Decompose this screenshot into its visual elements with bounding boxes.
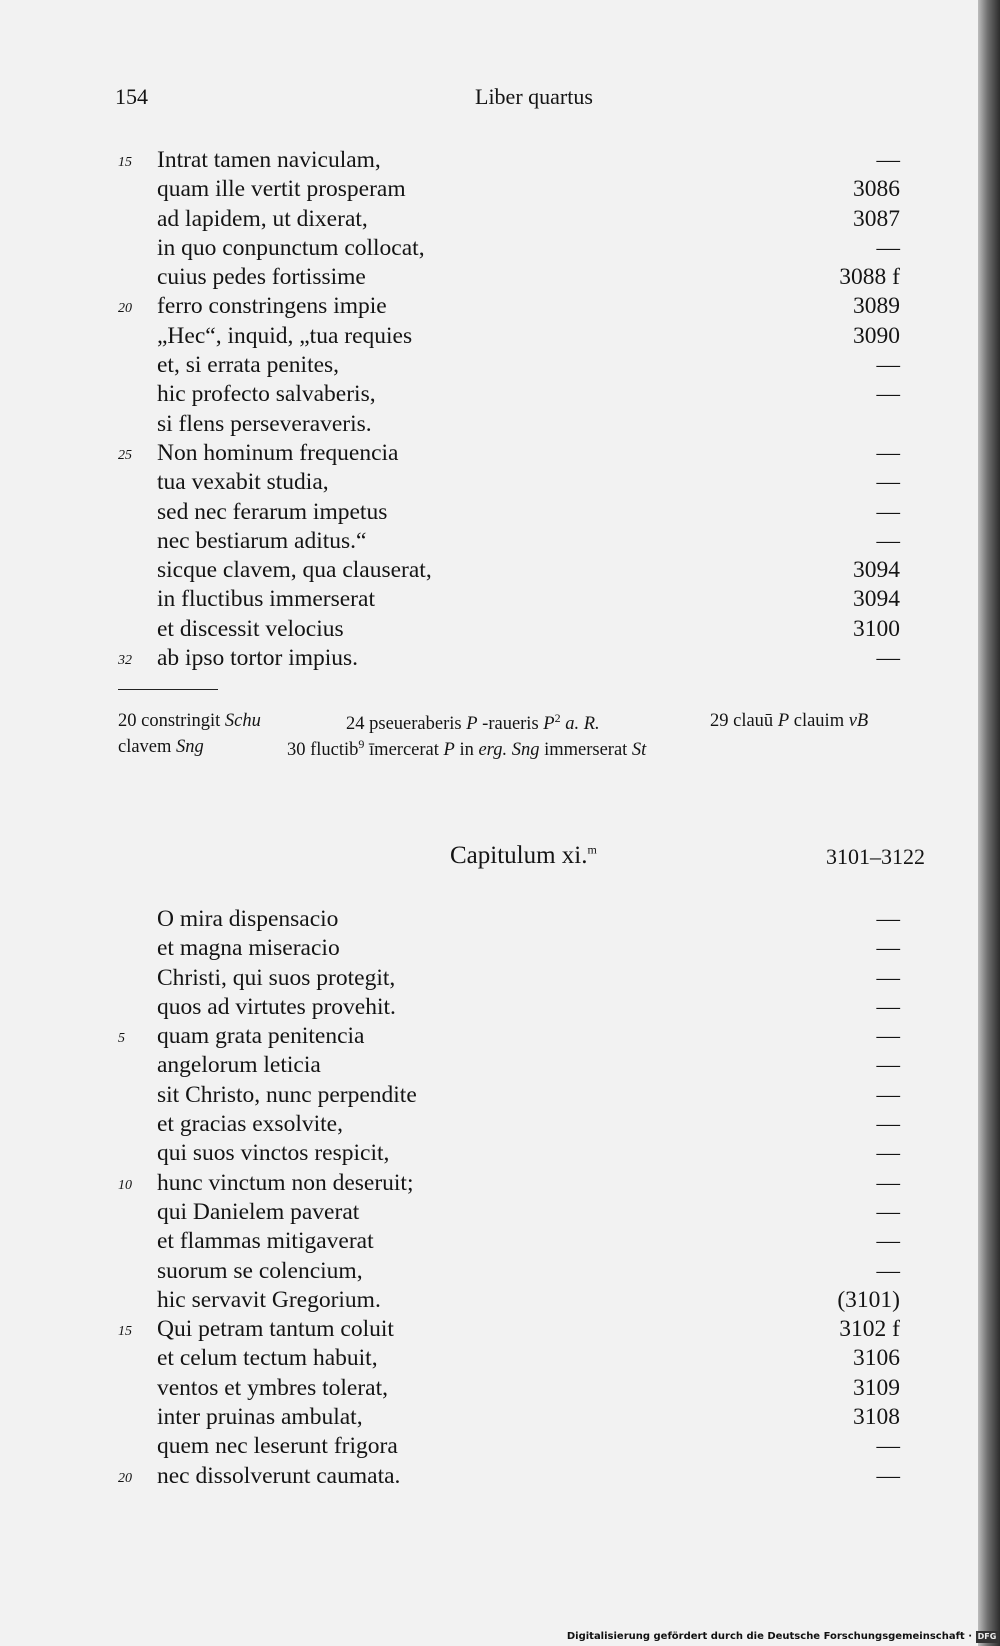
verse-reference: —	[876, 964, 900, 991]
verse-text: sicque clavem, qua clauserat,	[157, 557, 432, 584]
verse-line	[0, 1051, 960, 1080]
verse-line	[0, 1374, 960, 1403]
verse-text: Christi, qui suos protegit,	[157, 964, 396, 991]
verse-reference: 3106	[853, 1345, 900, 1372]
verse-reference: —	[876, 352, 900, 379]
verse-line	[0, 644, 960, 673]
verse-text: sed nec ferarum impetus	[157, 498, 388, 525]
verse-line	[0, 468, 960, 497]
verse-line	[0, 1081, 960, 1110]
verse-line	[0, 1257, 960, 1286]
verse-text: et celum tectum habuit,	[157, 1345, 378, 1372]
verse-reference: —	[876, 1433, 900, 1460]
verse-text: et flammas mitigaverat	[157, 1228, 374, 1255]
verse-reference: —	[876, 527, 900, 554]
verse-text: et gracias exsolvite,	[157, 1111, 343, 1138]
verse-line	[0, 1198, 960, 1227]
verse-reference: —	[876, 1023, 900, 1050]
chapter-range: 3101–3122	[826, 844, 925, 869]
verse-line	[0, 410, 960, 439]
verse-reference: 3086	[853, 176, 900, 203]
verse-line	[0, 498, 960, 527]
verse-text: inter pruinas ambulat,	[157, 1404, 363, 1431]
verse-text: qui Danielem paverat	[157, 1198, 360, 1225]
verse-text: sit Christo, nunc perpendite	[157, 1081, 417, 1108]
verse-text: tua vexabit studia,	[157, 469, 329, 496]
verse-reference: —	[876, 1169, 900, 1196]
verse-reference: —	[876, 1198, 900, 1225]
running-title: Liber quartus	[475, 84, 593, 109]
verse-reference: 3087	[853, 205, 900, 232]
verse-text: in fluctibus immerserat	[157, 586, 375, 613]
line-number: 20	[118, 301, 132, 317]
verse-text: nec bestiarum aditus.“	[157, 527, 367, 554]
line-number: 10	[118, 1177, 132, 1193]
verse-line	[0, 351, 960, 380]
verse-line	[0, 1286, 960, 1315]
verse-text: et, si errata penites,	[157, 352, 340, 379]
verse-text: et discessit velocius	[157, 615, 344, 642]
footer-credit: Digitalisierung gefördert durch die Deutsche Forschungsgemeinschaft ·	[566, 1631, 972, 1642]
verse-line	[0, 322, 960, 351]
verse-text: suorum se colencium,	[157, 1257, 363, 1284]
verse-line	[0, 556, 960, 585]
verse-reference: 3089	[853, 293, 900, 320]
line-number: 5	[118, 1031, 125, 1047]
verse-line	[0, 1022, 960, 1051]
verse-reference: (3101)	[837, 1286, 900, 1313]
line-number: 32	[118, 653, 132, 669]
page-number: 154	[115, 84, 148, 109]
verse-block-1	[0, 146, 960, 673]
scan-edge	[978, 0, 1000, 1646]
line-number: 15	[118, 1324, 132, 1340]
verse-line	[0, 1344, 960, 1373]
verse-line	[0, 1139, 960, 1168]
verse-line	[0, 585, 960, 614]
verse-reference: —	[876, 1111, 900, 1138]
app-entry-29: 29 clauū P clauim vB	[710, 711, 869, 731]
verse-text: et magna miseracio	[157, 935, 340, 962]
verse-line	[0, 964, 960, 993]
verse-reference: —	[876, 645, 900, 672]
verse-text: hic servavit Gregorium.	[157, 1286, 381, 1313]
verse-text: ab ipso tortor impius.	[157, 645, 359, 672]
verse-text: O mira dispensacio	[157, 906, 339, 932]
verse-line	[0, 1169, 960, 1198]
verse-text: nec dissolverunt caumata.	[157, 1462, 401, 1489]
verse-line	[0, 1110, 960, 1139]
verse-line	[0, 527, 960, 556]
app-entry-24: 24 pseueraberis P -raueris $P^2$ a. R.	[346, 711, 600, 735]
verse-reference: 3102 f	[839, 1316, 900, 1343]
verse-text: ventos et ymbres tolerat,	[157, 1374, 389, 1401]
verse-text: qui suos vinctos respicit,	[157, 1140, 390, 1167]
verse-text: angelorum leticia	[157, 1052, 321, 1079]
verse-text: ferro constringens impie	[157, 293, 387, 320]
verse-text: „Hec“, inquid, „tua requies	[157, 322, 413, 349]
verse-text: Intrat tamen naviculam,	[157, 147, 381, 173]
verse-line	[0, 146, 960, 175]
app-entry-20: 20 constringit Schu	[118, 711, 261, 731]
verse-text: cuius pedes fortissime	[157, 264, 366, 291]
verse-reference: —	[876, 1081, 900, 1108]
verse-text: si flens perseveraveris.	[157, 410, 372, 437]
verse-reference: —	[876, 381, 900, 408]
chapter-title: Capitulum xi.$^m$	[450, 842, 597, 869]
line-number: 15	[118, 155, 132, 170]
verse-reference: 3100	[853, 615, 900, 642]
verse-reference: —	[876, 1052, 900, 1079]
verse-reference: —	[876, 439, 900, 466]
verse-text: ad lapidem, ut dixerat,	[157, 205, 368, 232]
verse-reference: 3108	[853, 1404, 900, 1431]
verse-reference: —	[876, 1228, 900, 1255]
verse-text: Qui petram tantum coluit	[157, 1316, 394, 1343]
verse-block-2	[0, 905, 960, 1491]
verse-reference: —	[876, 1140, 900, 1167]
verse-text: quem nec leserunt frigora	[157, 1433, 398, 1460]
verse-reference: 3094	[853, 557, 900, 584]
app-entry-clavem: clavem Sng	[118, 737, 204, 757]
verse-text: Non hominum frequencia	[157, 439, 399, 466]
verse-reference: —	[876, 469, 900, 496]
verse-line	[0, 263, 960, 292]
dfg-logo: DFG	[977, 1632, 997, 1641]
verse-text: in quo conpunctum collocat,	[157, 234, 425, 261]
verse-line	[0, 175, 960, 204]
app-entry-30: 30 fluctib$^9$ īmercerat P in erg. Sng immerserat St	[287, 737, 647, 761]
verse-text: quam grata penitencia	[157, 1023, 365, 1050]
verse-line	[0, 993, 960, 1022]
verse-reference: —	[876, 498, 900, 525]
verse-line	[0, 234, 960, 263]
verse-line	[0, 380, 960, 409]
verse-line	[0, 1315, 960, 1344]
verse-reference: —	[876, 906, 900, 932]
verse-line	[0, 1462, 960, 1491]
verse-reference: —	[876, 1257, 900, 1284]
verse-text: hic profecto salvaberis,	[157, 381, 376, 408]
apparatus-line-1	[118, 711, 940, 737]
verse-line	[0, 205, 960, 234]
verse-text: quam ille vertit prosperam	[157, 176, 406, 203]
verse-reference: 3094	[853, 586, 900, 613]
apparatus-rule	[118, 689, 218, 690]
verse-reference: 3090	[853, 322, 900, 349]
verse-line	[0, 934, 960, 963]
verse-line	[0, 1432, 960, 1461]
verse-reference: 3109	[853, 1374, 900, 1401]
verse-reference: —	[876, 993, 900, 1020]
verse-text: quos ad virtutes provehit.	[157, 993, 396, 1020]
verse-line	[0, 292, 960, 321]
line-number: 25	[118, 447, 132, 463]
verse-reference: —	[876, 935, 900, 962]
apparatus-line-2	[118, 737, 940, 763]
verse-line	[0, 1403, 960, 1432]
verse-reference: —	[876, 147, 900, 173]
verse-reference: —	[876, 234, 900, 261]
verse-line	[0, 439, 960, 468]
verse-line	[0, 615, 960, 644]
verse-reference: —	[876, 1462, 900, 1489]
page-header	[0, 80, 1000, 114]
line-number: 20	[118, 1470, 132, 1486]
verse-line	[0, 905, 960, 934]
verse-text: hunc vinctum non deseruit;	[157, 1169, 414, 1196]
verse-reference: 3088 f	[839, 264, 900, 291]
verse-line	[0, 1227, 960, 1256]
